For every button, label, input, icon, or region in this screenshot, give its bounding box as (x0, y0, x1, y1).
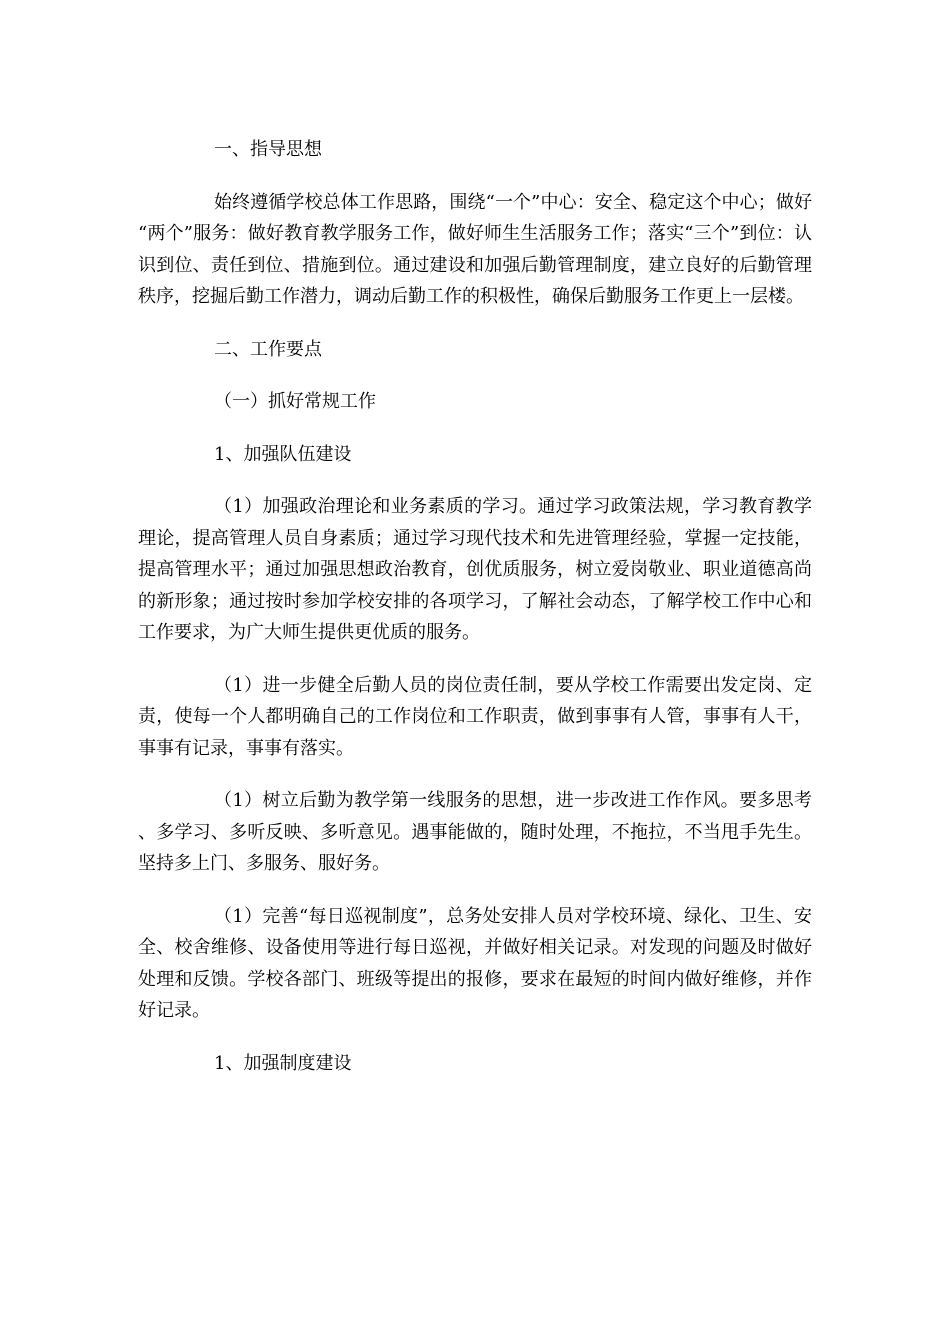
paragraph-daily-inspection: （1）完善“每日巡视制度”，总务处安排人员对学校环境、绿化、卫生、安全、校舍维修、设备使用等进行每日巡视，并做好相关记录。对发现的问题及时做好处理和反馈。学校各部门、班级等提出的报修，要求在最短的时间内做好维修，并作好记录。 (138, 905, 812, 1021)
paragraph-responsibility-system: （1）进一步健全后勤人员的岗位责任制，要从学校工作需要出发定岗、定责，使每一个人都明确自己的工作岗位和工作职责，做到事事有人管，事事有人干，事事有记录，事事有落实。 (138, 674, 812, 759)
document-body (138, 134, 812, 1100)
item-heading-team-building: 1、加强队伍建设 (214, 443, 352, 465)
paragraph-political-study: （1）加强政治理论和业务素质的学习。通过学习政策法规，学习教育教学理论，提高管理人员自身素质；通过学习现代技术和先进管理经验，掌握一定技能，提高管理水平；通过加强思想政治教育，创优质服务，树立爱岗敬业、职业道德高尚的新形象；通过按时参加学校安排的各项学习，了解社会动态，了解学校工作中心和工作要求，为广大师生提供更优质的服务。 (138, 496, 812, 643)
paragraph-service-thinking: （1）树立后勤为教学第一线服务的思想，进一步改进工作作风。要多思考、多学习、多听反映、多听意见。遇事能做的，随时处理，不拖拉，不当甩手先生。坚持多上门、多服务、服好务。 (138, 790, 812, 874)
paragraph-guiding-ideology: 始终遵循学校总体工作思路，围绕“一个”中心：安全、稳定这个中心；做好“两个”服务：做好教育教学服务工作，做好师生生活服务工作；落实“三个”到位：认识到位、责任到位、措施到位。通过建设和加强后勤管理制度，建立良好的后勤管理秩序，挖掘后勤工作潜力，调动后勤工作的积极性，确保后勤服务工作更上一层楼。 (138, 191, 812, 307)
section-heading-work-points: 二、工作要点 (214, 338, 322, 360)
item-heading-system-building: 1、加强制度建设 (214, 1052, 352, 1074)
sub-heading-routine-work: （一）抓好常规工作 (214, 391, 376, 412)
section-heading-guiding-ideology: 一、指导思想 (214, 139, 322, 160)
